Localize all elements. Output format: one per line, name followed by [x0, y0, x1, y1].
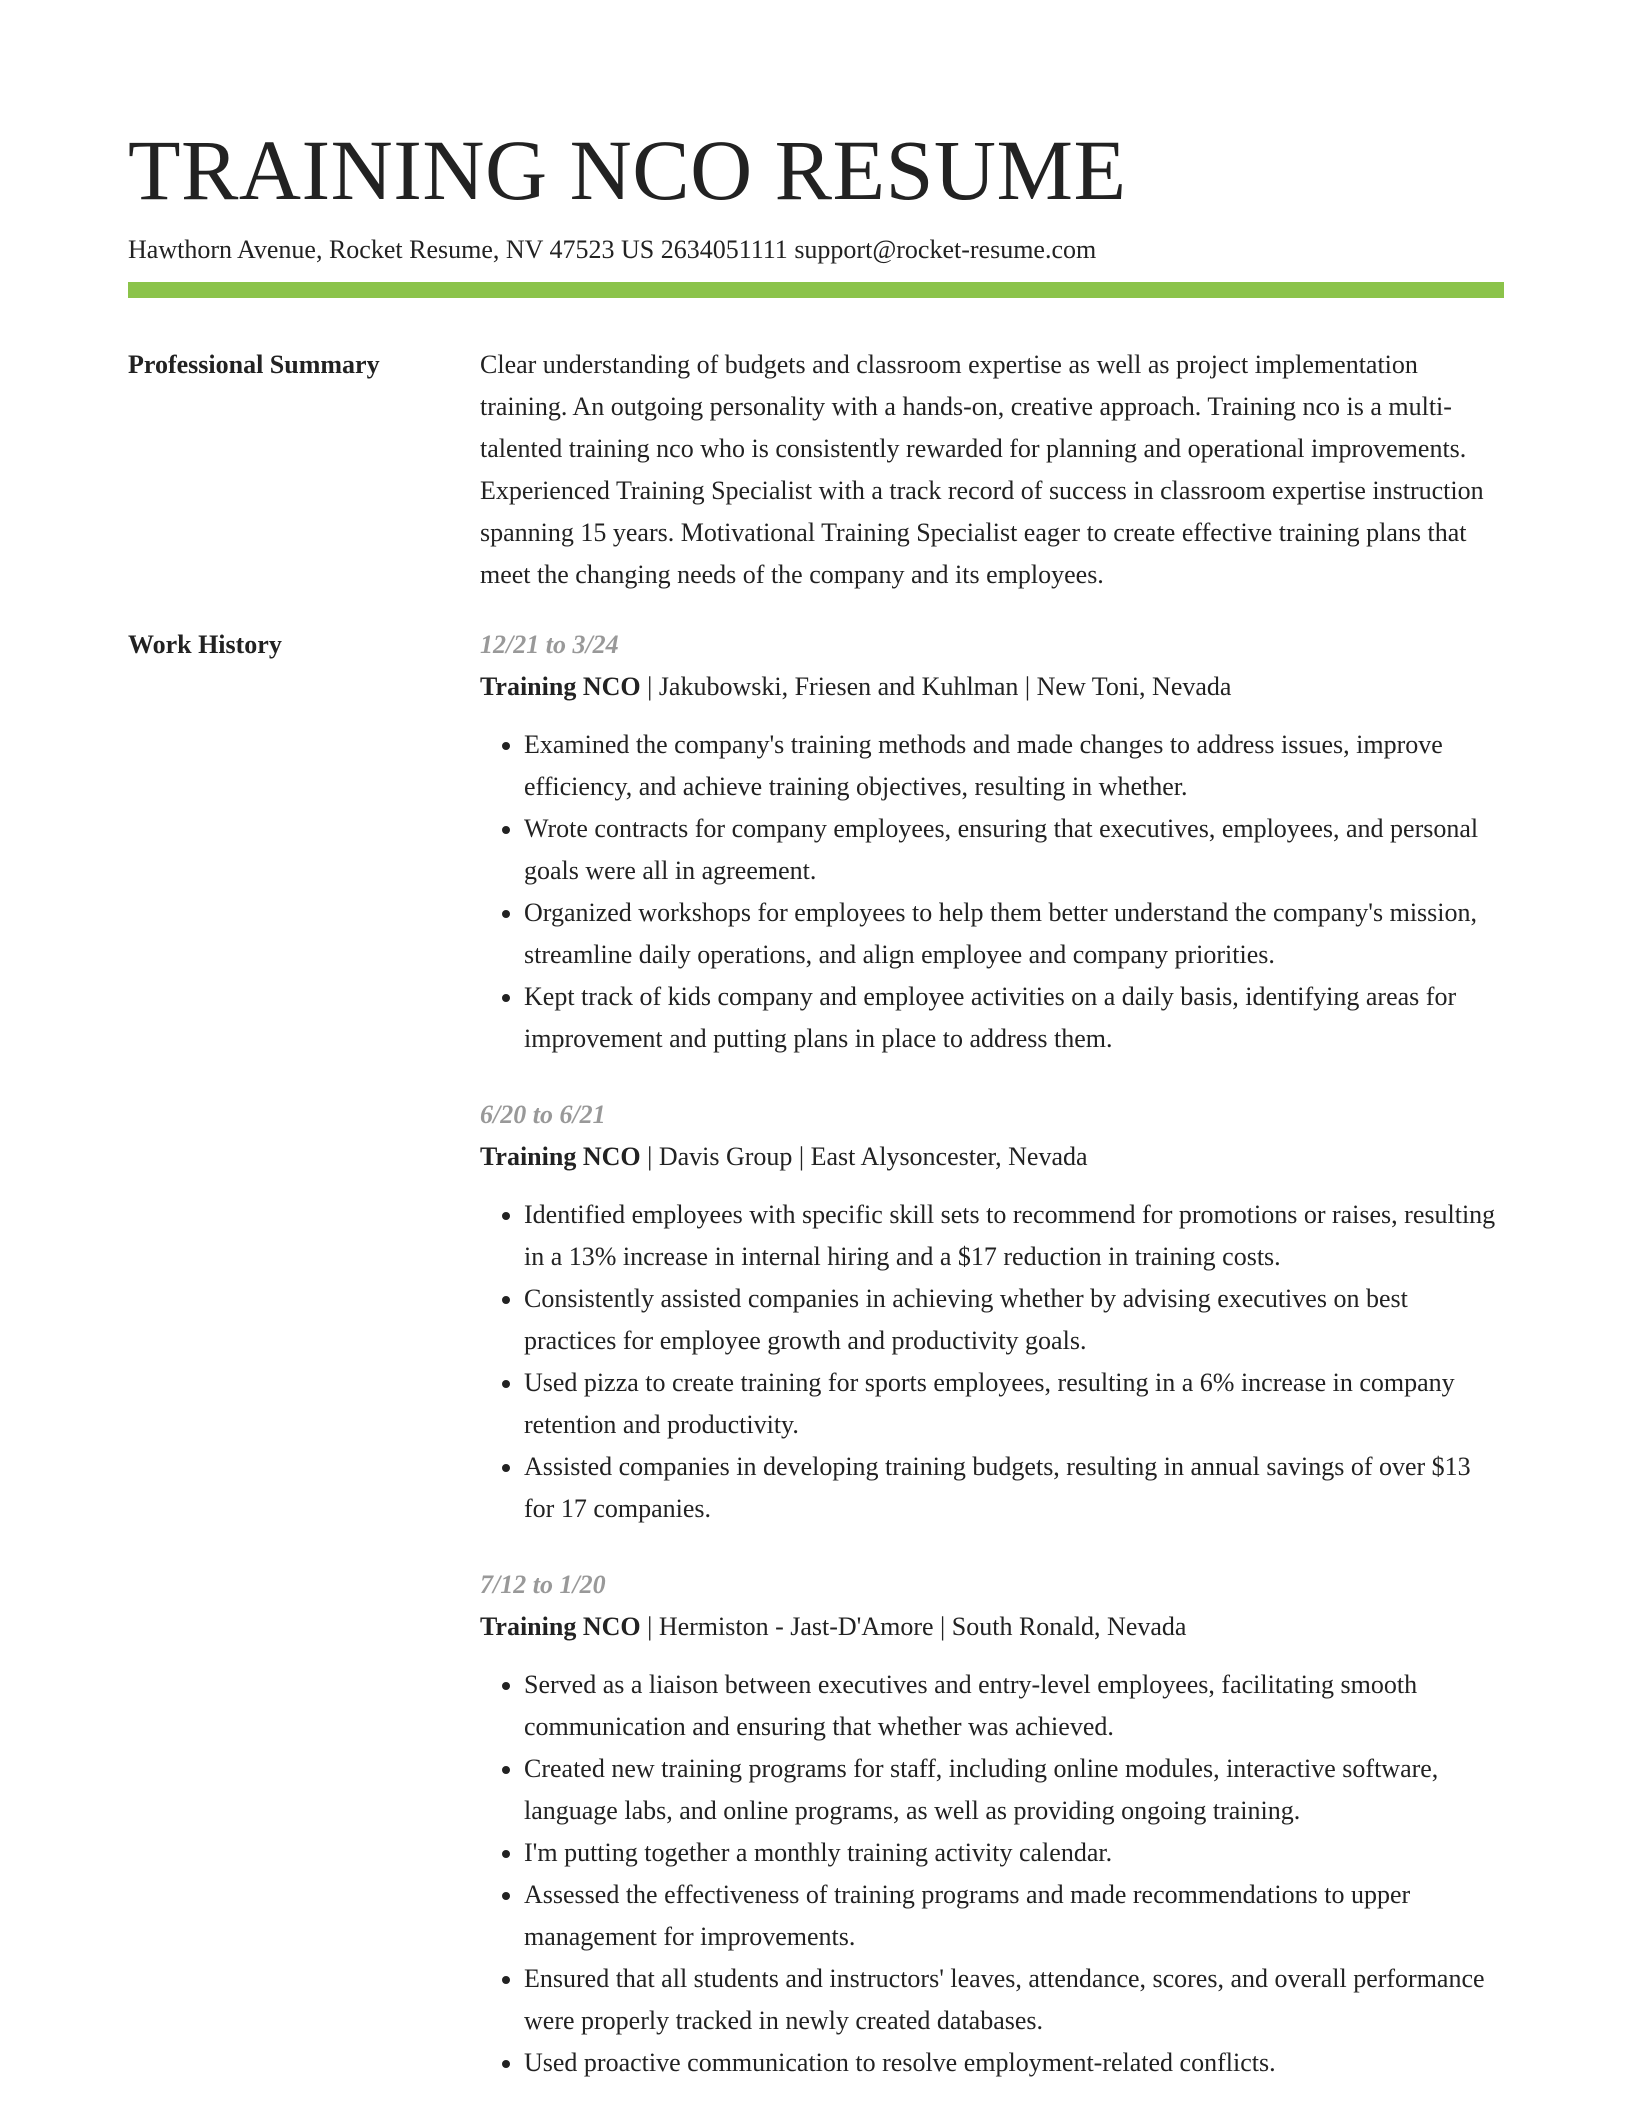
job-bullet: • Examined the company's training methods and made changes to address issues, improve efficiency, and achieve training objectives, resulting in whether.: [524, 724, 1504, 808]
job-bullet: • I'm putting together a monthly training activity calendar.: [524, 1832, 1504, 1874]
job-bullet: • Used pizza to create training for sports employees, resulting in a 6% increase in company retention and productivity.: [524, 1362, 1504, 1446]
job-heading: [480, 666, 1504, 708]
summary-heading: Professional Summary: [128, 350, 380, 379]
accent-divider: [128, 282, 1504, 298]
job-dates: 12/21 to 3/24: [480, 630, 619, 659]
work-history-heading: Work History: [128, 630, 282, 659]
job-entry: [480, 1564, 1504, 2084]
job-bullet: • Used proactive communication to resolve employment-related conflicts.: [524, 2042, 1504, 2084]
job-bullets: [480, 1194, 1504, 1530]
summary-section: [128, 350, 1504, 596]
job-bullet: • Ensured that all students and instructors' leaves, attendance, scores, and overall performance were properly tracked in newly created databases.: [524, 1958, 1504, 2042]
job-bullet: • Assessed the effectiveness of training programs and made recommendations to upper management for improvements.: [524, 1874, 1504, 1958]
job-bullet: • Identified employees with specific skill sets to recommend for promotions or raises, resulting in a 13% increase in internal hiring and a $17 reduction in training costs.: [524, 1194, 1504, 1278]
resume-title: TRAINING NCO RESUME: [128, 122, 1127, 218]
job-employer-location: | Hermiston - Jast-D'Amore | South Ronald, Nevada: [640, 1612, 1187, 1641]
contact-email[interactable]: support@rocket-resume.com: [794, 235, 1097, 264]
job-title: Training NCO: [480, 1142, 641, 1171]
summary-text: Clear understanding of budgets and classroom expertise as well as project implementation training. An outgoing personality with a hands-on, creative approach. Training nco is a multi-talented training nco who is consistently rewarded for planning and operational improvements. Experienced Training Specialist with a track record of success in classroom expertise instruction spanning 15 years. Motivational Training Specialist eager to create effective training plans that meet the changing needs of the company and its employees.: [480, 350, 1484, 589]
job-employer-location: | Jakubowski, Friesen and Kuhlman | New Toni, Nevada: [640, 672, 1232, 701]
job-employer-location: | Davis Group | East Alysoncester, Nevada: [640, 1142, 1088, 1171]
job-title: Training NCO: [480, 1612, 641, 1641]
job-bullets: [480, 1664, 1504, 2084]
work-history-list: [480, 624, 1504, 2118]
resume-page: [128, 118, 1504, 2118]
job-bullet: • Organized workshops for employees to help them better understand the company's mission, streamline daily operations, and align employee and company priorities.: [524, 892, 1504, 976]
job-heading: [480, 1606, 1504, 1648]
job-entry: [480, 624, 1504, 1060]
job-dates: 6/20 to 6/21: [480, 1100, 606, 1129]
job-bullet: • Assisted companies in developing training budgets, resulting in annual savings of over $13 for 17 companies.: [524, 1446, 1504, 1530]
contact-phone: 2634051111: [660, 235, 788, 264]
work-history-section: [128, 630, 1504, 2118]
job-dates: 7/12 to 1/20: [480, 1570, 606, 1599]
job-bullet: • Consistently assisted companies in achieving whether by advising executives on best practices for employee growth and productivity goals.: [524, 1278, 1504, 1362]
job-bullet: • Kept track of kids company and employee activities on a daily basis, identifying areas for improvement and putting plans in place to address them.: [524, 976, 1504, 1060]
job-bullets: [480, 724, 1504, 1060]
job-bullet: • Wrote contracts for company employees, ensuring that executives, employees, and personal goals were all in agreement.: [524, 808, 1504, 892]
contact-address: Hawthorn Avenue, Rocket Resume, NV 47523 US: [128, 235, 655, 264]
job-bullet: • Served as a liaison between executives and entry-level employees, facilitating smooth communication and ensuring that whether was achieved.: [524, 1664, 1504, 1748]
job-title: Training NCO: [480, 672, 641, 701]
job-entry: [480, 1094, 1504, 1530]
contact-line: [128, 232, 1504, 268]
job-bullet: • Created new training programs for staff, including online modules, interactive software, language labs, and online programs, as well as providing ongoing training.: [524, 1748, 1504, 1832]
job-heading: [480, 1136, 1504, 1178]
